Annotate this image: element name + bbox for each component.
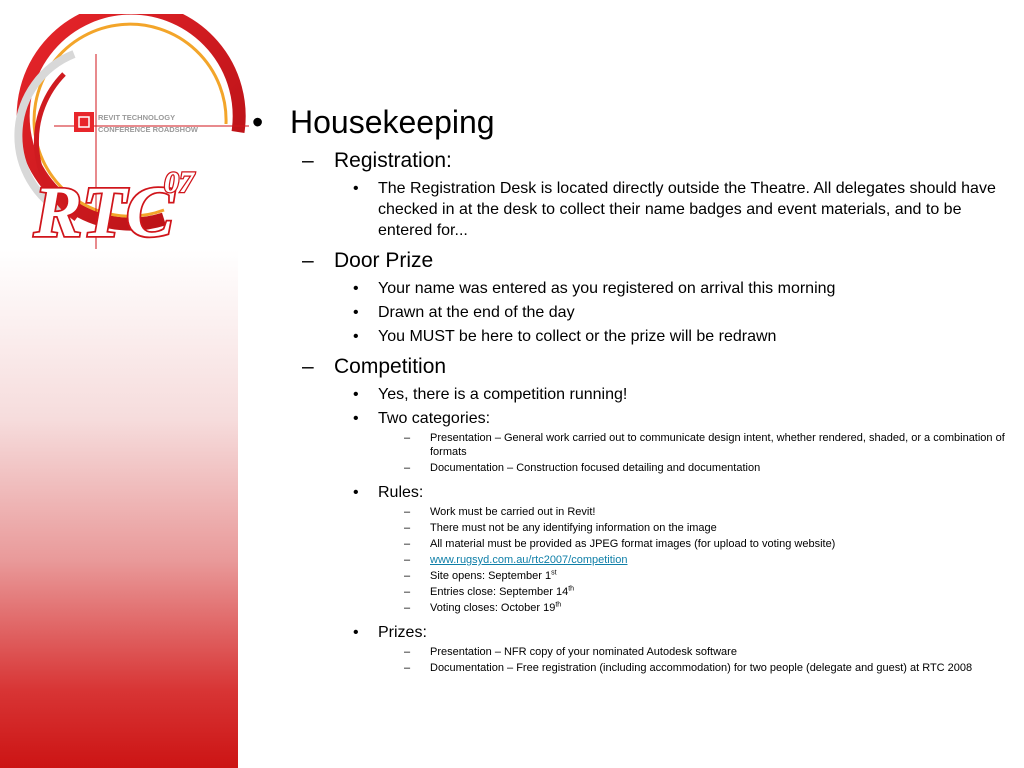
rtc-logo <box>14 14 250 250</box>
logo-year: 07 <box>164 166 194 199</box>
sub-list-item: – Work must be carried out in Revit! <box>404 506 596 518</box>
competition-link[interactable]: www.rugsyd.com.au/rtc2007/competition <box>430 554 628 566</box>
sub-list-item: – Site opens: September 1st <box>404 569 557 582</box>
section-heading: – Competition <box>302 355 447 378</box>
sub-list-item: – www.rugsyd.com.au/rtc2007/competition <box>404 554 628 566</box>
sub-list-item: – All material must be provided as JPEG format images (for upload to voting website) <box>404 538 836 550</box>
list-item: • Drawn at the end of the day <box>353 304 575 321</box>
logo-org-line2: CONFERENCE ROADSHOW <box>98 125 199 134</box>
list-item: • Rules: <box>353 484 424 501</box>
sub-list-item: – There must not be any identifying information on the image <box>404 522 717 534</box>
list-item: • You MUST be here to collect or the prize will be redrawn <box>353 328 777 345</box>
section-heading: – Door Prize <box>302 249 434 272</box>
section-heading: – Registration: <box>302 149 452 172</box>
sub-list-item: – Presentation – NFR copy of your nominated Autodesk software <box>404 646 737 658</box>
logo-org-line1: REVIT TECHNOLOGY <box>98 113 176 122</box>
list-item: • Your name was entered as you registered on arrival this morning <box>353 280 836 297</box>
sub-list-item: – Presentation – General work carried out to communicate design intent, whether rendered, shaded, or a combination of formats <box>404 432 1005 458</box>
list-item: • The Registration Desk is located directly outside the Theatre. All delegates should have checked in at the desk to collect their name badges and event materials, and to be entered for... <box>353 180 996 239</box>
sub-list-item: – Entries close: September 14th <box>404 585 575 598</box>
list-item: • Yes, there is a competition running! <box>353 386 628 403</box>
slide-title: • Housekeeping <box>252 104 495 140</box>
logo-wordmark: RTC <box>34 172 175 250</box>
list-item: • Prizes: <box>353 624 427 641</box>
sub-list-item: – Documentation – Free registration (including accommodation) for two people (delegate and guest) at RTC 2008 <box>404 662 973 674</box>
list-item: • Two categories: <box>353 410 491 427</box>
slide-content <box>250 102 1010 675</box>
sub-list-item: – Documentation – Construction focused detailing and documentation <box>404 462 761 474</box>
sub-list-item: – Voting closes: October 19th <box>404 601 562 614</box>
